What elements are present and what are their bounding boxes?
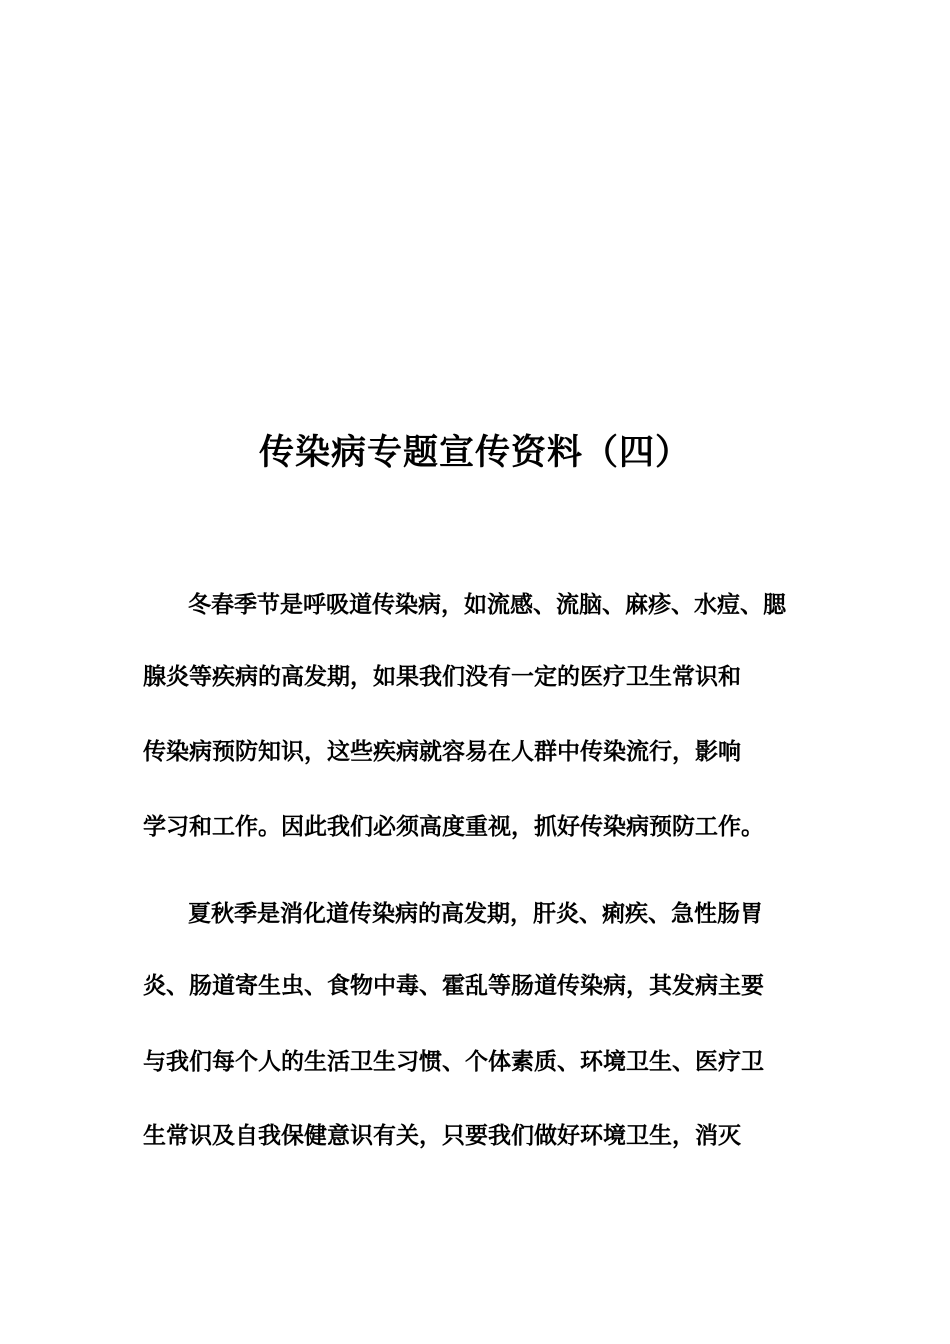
paragraph-1-line-4: 学习和工作。因此我们必须高度重视，抓好传染病预防工作。 <box>143 813 764 840</box>
paragraph-2-line-2: 炎、肠道寄生虫、食物中毒、霍乱等肠道传染病，其发病主要 <box>143 972 764 999</box>
paragraph-1-line-3: 传染病预防知识，这些疾病就容易在人群中传染流行，影响 <box>143 738 741 765</box>
paragraph-2-line-4: 生常识及自我保健意识有关，只要我们做好环境卫生，消灭 <box>143 1122 741 1149</box>
paragraph-2-line-1: 夏秋季是消化道传染病的高发期，肝炎、痢疾、急性肠胃 <box>188 900 763 927</box>
paragraph-1-line-2: 腺炎等疾病的高发期，如果我们没有一定的医疗卫生常识和 <box>143 663 741 690</box>
paragraph-2-line-3: 与我们每个人的生活卫生习惯、个体素质、环境卫生、医疗卫 <box>143 1048 764 1075</box>
paragraph-1-line-1: 冬春季节是呼吸道传染病，如流感、流脑、麻疹、水痘、腮 <box>188 591 786 618</box>
document-title: 传染病专题宣传资料（四） <box>258 432 691 473</box>
